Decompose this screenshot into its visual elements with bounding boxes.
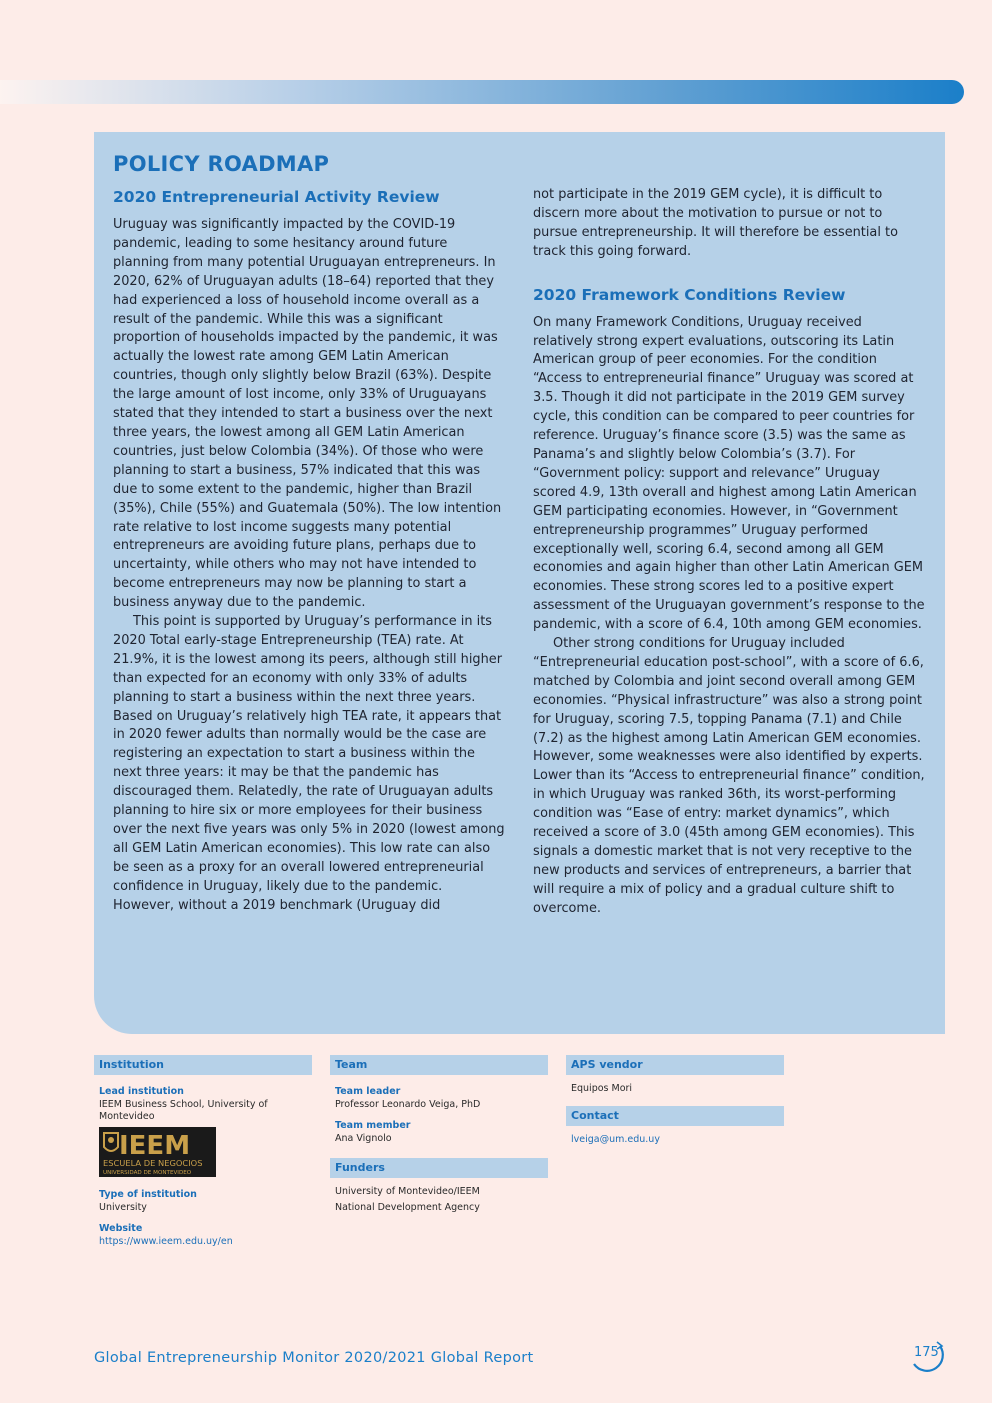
funders-header: Funders [330,1158,548,1178]
institution-type-label: Type of institution [99,1189,197,1200]
institution-type-value: University [99,1202,147,1213]
activity-paragraph-2: This point is supported by Uruguay’s performance in its 2020 Total early-stage Entrepreneurship (TEA) rate. At 21.9%, it is the lowest among its peers, although still higher than expected for an economy with only 33% of adults planning to start a business within the next three years. Based on Uruguay’s relatively high TEA rate, it appears that in 2020 fewer adults than normally would be the case are registering an expectation to start a business within the next three years: it may be that the pandemic has discouraged them. Relatedly, the rate of Uruguayan adults planning to hire six or more employees for their business over the next five years was only 5% in 2020 (lowest among all GEM Latin American economies). This low rate can also be seen as a proxy for an overall lowered entrepreneurial confidence in Uruguay, likely due to the pandemic. However, without a 2019 benchmark (Uruguay did [113,614,505,913]
website-link[interactable]: https://www.ieem.edu.uy/en [99,1236,233,1247]
aps-vendor-value: Equipos Mori [571,1083,633,1094]
right-column [533,186,925,919]
lead-institution-value: IEEM Business School, University of Montevideo [99,1099,268,1122]
footer-report-title: Global Entrepreneurship Monitor 2020/2021 Global Report [94,1350,534,1366]
website-label: Website [99,1223,143,1234]
team-member-value: Ana Vignolo [335,1133,392,1144]
section-title: POLICY ROADMAP [113,152,330,176]
institution-block [94,1055,312,1247]
logo-subtext: ESCUELA DE NEGOCIOS [103,1158,203,1168]
contact-email-link[interactable]: lveiga@um.edu.uy [571,1134,660,1145]
lead-institution-label: Lead institution [99,1086,184,1097]
aps-contact-block [566,1055,784,1145]
header-gradient-bar [0,80,964,104]
page-number-badge [910,1340,946,1374]
team-leader-value: Professor Leonardo Veiga, PhD [335,1099,481,1110]
funder-item: National Development Agency [335,1202,480,1213]
activity-paragraph-continued: not participate in the 2019 GEM cycle), it is difficult to discern more about the motivation to pursue or not to pursue entrepreneurship. It will therefore be essential to track this going forward. [533,187,898,259]
policy-roadmap-panel [94,132,945,1034]
activity-review-heading: 2020 Entrepreneurial Activity Review [113,188,440,206]
page-number: 175 [914,1345,939,1360]
left-column [113,188,505,916]
framework-review-heading: 2020 Framework Conditions Review [533,285,846,304]
team-block [330,1055,548,1214]
logo-wordmark: IEEM [119,1131,191,1161]
institution-header: Institution [94,1055,312,1075]
activity-paragraph-1: Uruguay was significantly impacted by the COVID-19 pandemic, leading to some hesitancy around future planning from many potential Uruguayan entrepreneurs. In 2020, 62% of Uruguayan adults (18–64) reported that they had experienced a loss of household income overall as a result of the pandemic. While this was a significant proportion of households impacted by the pandemic, it was actually the lowest rate among GEM Latin American countries, though only slightly below Brazil (63%). Despite the large amount of lost income, only 33% of Uruguayans stated that they intended to start a business over the next three years, the lowest among all GEM Latin American countries, just below Colombia (34%). Of those who were planning to start a business, 57% indicated that this was due to some extent to the pandemic, higher than Brazil (35%), Chile (55%) and Guatemala (50%). The low intention rate relative to lost income suggests many potential entrepreneurs are avoiding future plans, perhaps due to uncertainty, while others who may not have intended to become entrepreneurs may now be planning to start a business anyway due to the pandemic. [113,217,502,611]
funder-item: University of Montevideo/IEEM [335,1186,480,1197]
framework-paragraph-2: Other strong conditions for Uruguay included “Entrepreneurial education post-school”, with a score of 6.6, matched by Colombia and joint second overall among GEM economies. “Physical infrastructure” was also a strong point for Uruguay, scoring 7.5, topping Panama (7.1) and Chile (7.2) as the highest among Latin American GEM economies. However, some weaknesses were also identified by experts. Lower than its “Access to entrepreneurial finance” condition, in which Uruguay was ranked 36th, its worst-performing condition was “Ease of entry: market dynamics”, which received a score of 3.0 (45th among GEM economies). This signals a domestic market that is not very receptive to the new products and services of entrepreneurs, a barrier that will require a mix of policy and a gradual culture shift to overcome. [533,636,925,916]
logo-subtext-2: UNIVERSIDAD DE MONTEVIDEO [103,1170,192,1176]
aps-vendor-header: APS vendor [566,1055,784,1075]
framework-paragraph-1: On many Framework Conditions, Uruguay received relatively strong expert evaluations, outscoring its Latin American group of peer economies. For the condition “Access to entrepreneurial finance” Uruguay was scored at 3.5. Though it did not participate in the 2019 GEM survey cycle, this condition can be compared to peer countries for reference. Uruguay’s finance score (3.5) was the same as Panama’s and slightly below Colombia’s (3.7). For “Government policy: support and relevance” Uruguay scored 4.9, 13th overall and highest among Latin American GEM participating economies. However, in “Government entrepreneurship programmes” Uruguay performed exceptionally well, scoring 6.4, second among all GEM economies and again higher than other Latin American GEM economies. These strong scores led to a positive expert assessment of the Uruguayan government’s response to the pandemic, with a score of 6.4, 10th among GEM economies. [533,314,925,633]
ieem-logo [99,1127,216,1177]
contact-header: Contact [566,1106,784,1126]
team-header: Team [330,1055,548,1075]
team-leader-label: Team leader [335,1086,401,1097]
team-member-label: Team member [335,1120,411,1131]
